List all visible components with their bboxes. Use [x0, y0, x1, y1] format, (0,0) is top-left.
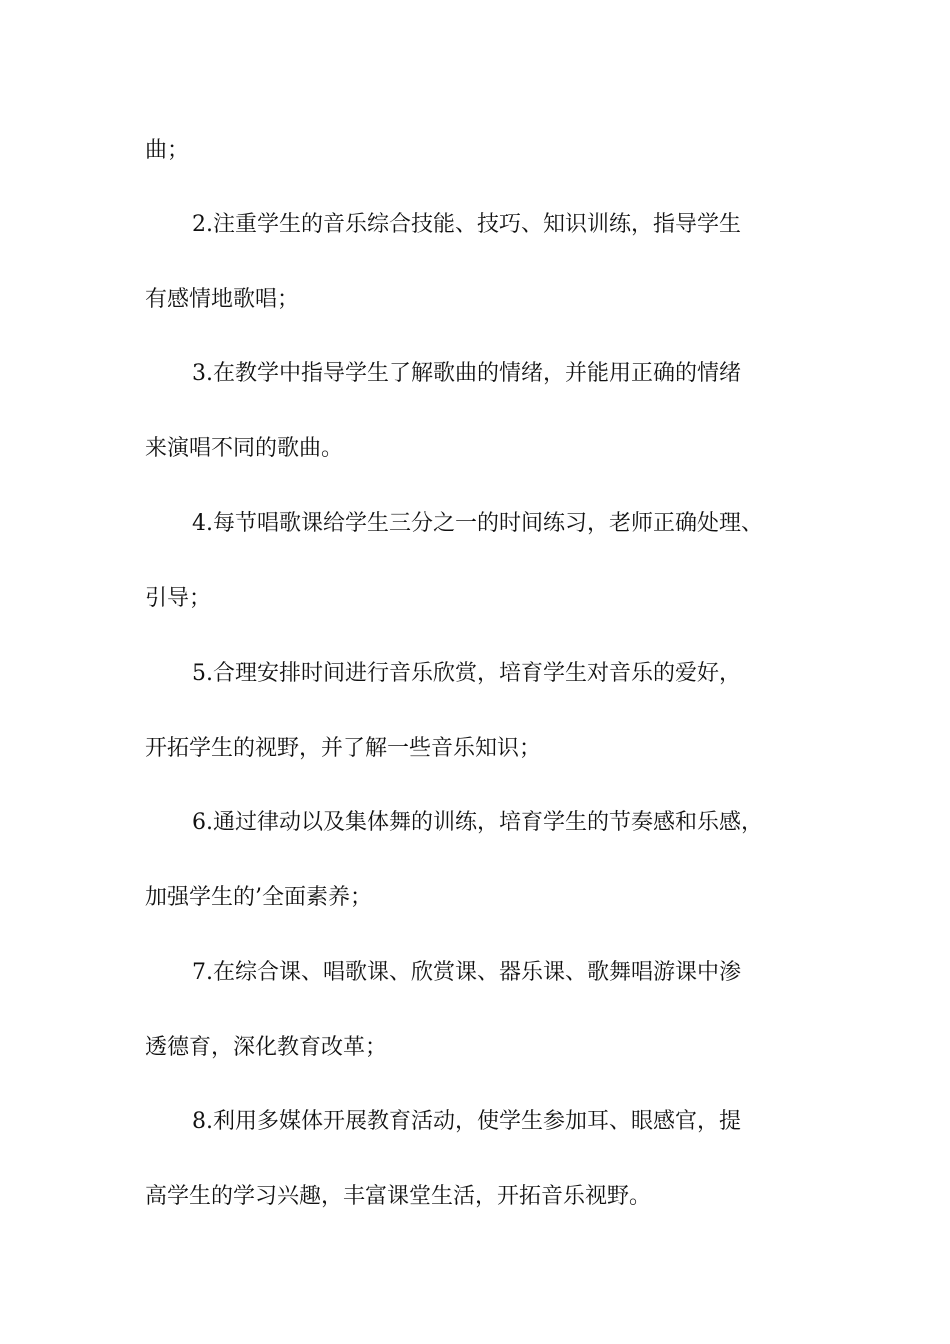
- text-line-13: 透德育，深化教育改革；: [145, 1035, 388, 1060]
- text-line-2: 2.注重学生的音乐综合技能、技巧、知识训练，指导学生: [192, 212, 741, 237]
- text-line-5: 来演唱不同的歌曲。: [145, 436, 344, 461]
- text-line-1: 曲；: [145, 138, 190, 163]
- text-line-4: 3.在教学中指导学生了解歌曲的情绪，并能用正确的情绪: [192, 361, 741, 386]
- text-line-6: 4.每节唱歌课给学生三分之一的时间练习，老师正确处理、: [192, 511, 763, 536]
- text-line-7: 引导；: [145, 586, 212, 611]
- text-line-15: 高学生的学习兴趣，丰富课堂生活，开拓音乐视野。: [145, 1184, 652, 1209]
- text-line-11: 加强学生的’全面素养；: [145, 885, 372, 910]
- text-line-8: 5.合理安排时间进行音乐欣赏，培育学生对音乐的爱好，: [192, 661, 741, 686]
- text-line-9: 开拓学生的视野，并了解一些音乐知识；: [145, 736, 542, 761]
- text-line-3: 有感情地歌唱；: [145, 287, 300, 312]
- text-line-10: 6.通过律动以及集体舞的训练，培育学生的节奏感和乐感，: [192, 810, 763, 835]
- text-line-12: 7.在综合课、唱歌课、欣赏课、器乐课、歌舞唱游课中渗: [192, 960, 741, 985]
- text-line-14: 8.利用多媒体开展教育活动，使学生参加耳、眼感官，提: [192, 1109, 741, 1134]
